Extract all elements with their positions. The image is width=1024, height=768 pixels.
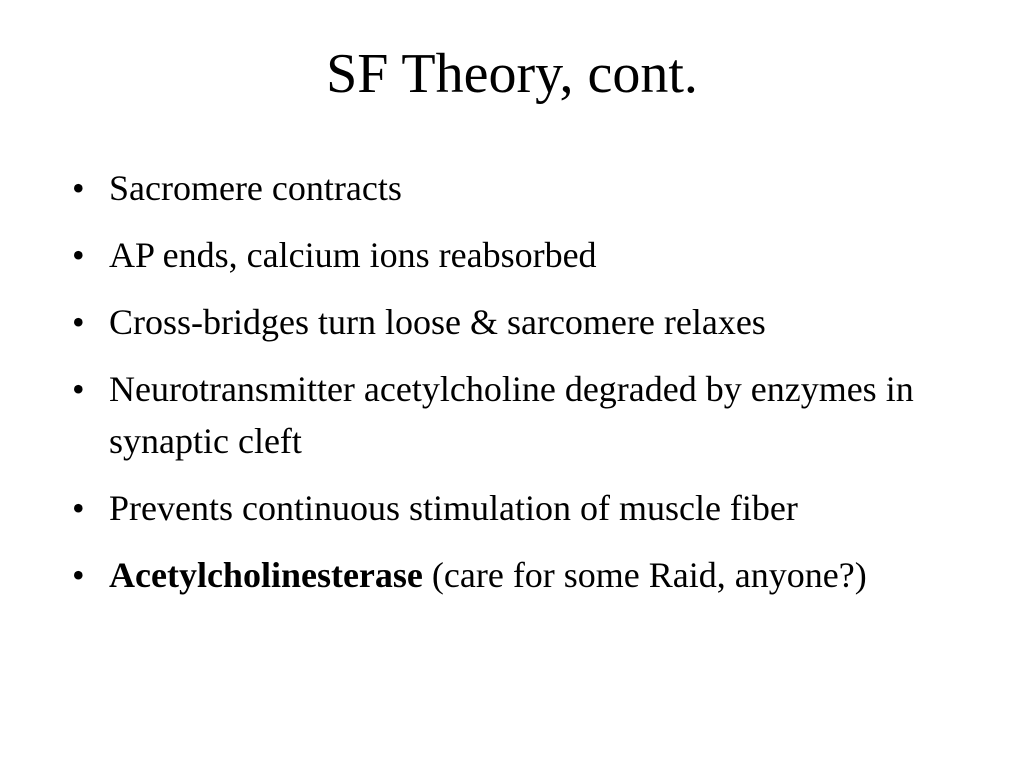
bullet-item (72, 229, 972, 281)
bullet-text: Prevents continuous stimulation of muscle fiber (109, 488, 798, 528)
bullet-text: AP ends, calcium ions reabsorbed (109, 235, 597, 275)
slide-title: SF Theory, cont. (326, 43, 698, 105)
bullet-text: (care for some Raid, anyone?) (422, 555, 867, 595)
bullet-marker: • (72, 168, 85, 208)
bullet-text: Neurotransmitter acetylcholine degraded by enzymes in synaptic cleft (109, 369, 914, 461)
bullet-marker: • (72, 488, 85, 528)
bullet-bold-term: Acetylcholinesterase (109, 555, 423, 595)
bullet-item (72, 363, 972, 467)
bullet-item (72, 162, 972, 214)
bullet-text: Cross-bridges turn loose & sarcomere relaxes (109, 302, 766, 342)
bullet-marker: • (72, 369, 85, 409)
bullet-marker: • (72, 235, 85, 275)
bullet-marker: • (72, 302, 85, 342)
bullet-item (72, 549, 972, 601)
bullet-marker: • (72, 555, 85, 595)
bullet-item (72, 482, 972, 534)
bullet-item (72, 296, 972, 348)
bullet-text: Sacromere contracts (109, 168, 402, 208)
bullet-list (72, 162, 972, 616)
